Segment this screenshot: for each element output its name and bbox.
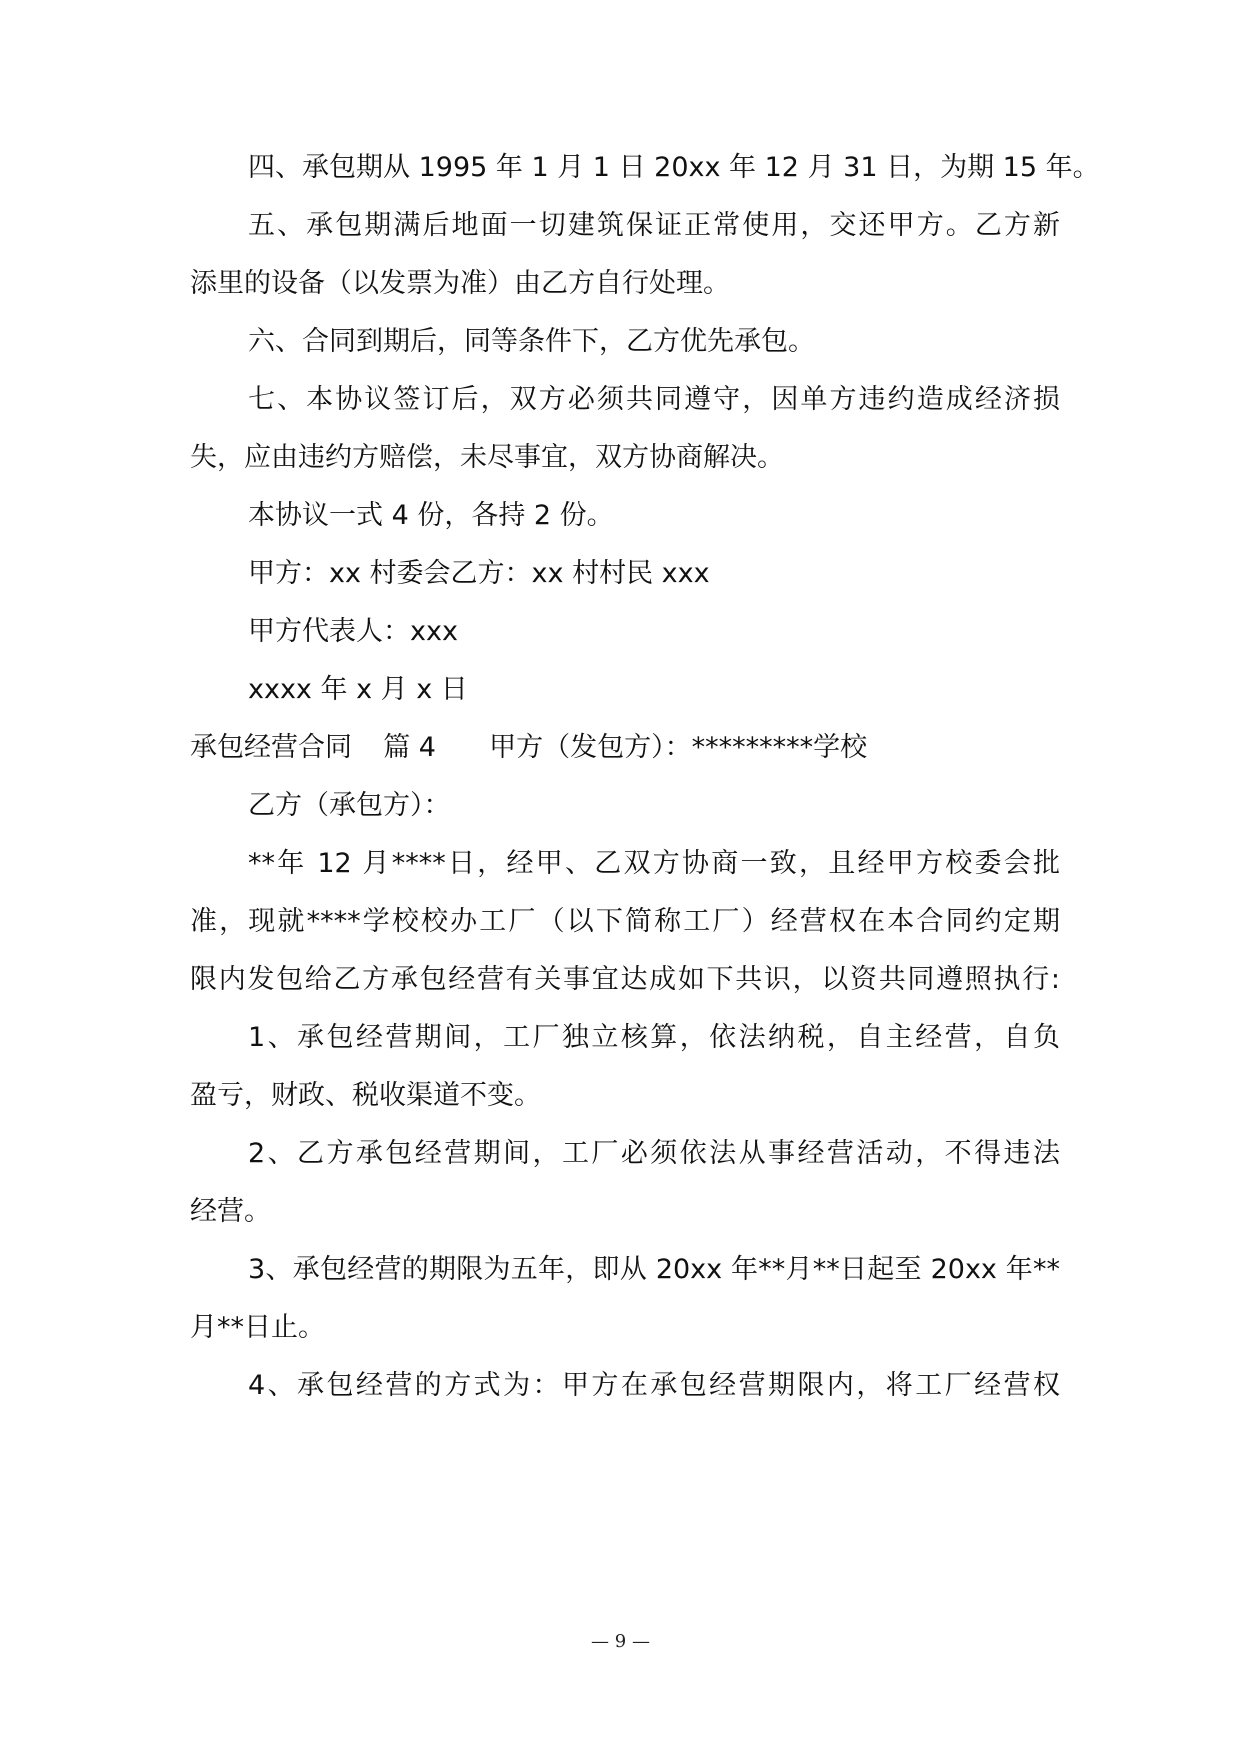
parties-line: 甲方：xx 村委会乙方：xx 村村民 xxx xyxy=(248,558,710,589)
term-2-line-1: 2、乙方承包经营期间，工厂必须依法从事经营活动，不得违法 xyxy=(248,1138,1060,1169)
party-b-line: 乙方（承包方）： xyxy=(248,790,451,821)
clause-6: 六、合同到期后，同等条件下，乙方优先承包。 xyxy=(248,326,815,357)
term-1-line-1: 1、承包经营期间，工厂独立核算，依法纳税，自主经营，自负 xyxy=(248,1022,1060,1053)
term-3-line-1: 3、承包经营的期限为五年，即从 20xx 年**月**日起至 20xx 年** xyxy=(248,1254,1060,1285)
preamble-line-1: **年 12 月****日，经甲、乙双方协商一致，且经甲方校委会批 xyxy=(248,848,1060,879)
clause-4: 四、承包期从 1995 年 1 月 1 日 20xx 年 12 月 31 日，为期 15 年。 xyxy=(248,152,1100,183)
representative-line: 甲方代表人：xxx xyxy=(248,616,458,647)
clause-5-line-1: 五、承包期满后地面一切建筑保证正常使用，交还甲方。乙方新 xyxy=(248,210,1060,241)
page-number: — 9 — xyxy=(591,1631,650,1652)
clause-7-line-1: 七、本协议签订后，双方必须共同遵守，因单方违约造成经济损 xyxy=(248,384,1060,415)
preamble-line-2: 准，现就****学校校办工厂（以下简称工厂）经营权在本合同约定期 xyxy=(190,906,1060,937)
contract-section: 篇 4 xyxy=(383,732,436,763)
preamble-line-3: 限内发包给乙方承包经营有关事宜达成如下共识，以资共同遵照执行: xyxy=(190,964,1060,995)
term-4-line-1: 4、承包经营的方式为：甲方在承包经营期限内，将工厂经营权 xyxy=(248,1370,1060,1401)
party-a-line: 甲方（发包方）：*********学校 xyxy=(489,732,868,763)
contract-heading xyxy=(190,730,1060,766)
term-3-line-2: 月**日止。 xyxy=(190,1312,325,1343)
clause-7-line-2: 失，应由违约方赔偿，未尽事宜，双方协商解决。 xyxy=(190,442,784,473)
date-line: xxxx 年 x 月 x 日 xyxy=(248,674,468,705)
term-2-line-2: 经营。 xyxy=(190,1196,271,1227)
copies-note: 本协议一式 4 份，各持 2 份。 xyxy=(248,500,614,531)
term-1-line-2: 盈亏，财政、税收渠道不变。 xyxy=(190,1080,541,1111)
clause-5-line-2: 添里的设备（以发票为准）由乙方自行处理。 xyxy=(190,268,730,299)
contract-title: 承包经营合同 xyxy=(190,732,352,763)
